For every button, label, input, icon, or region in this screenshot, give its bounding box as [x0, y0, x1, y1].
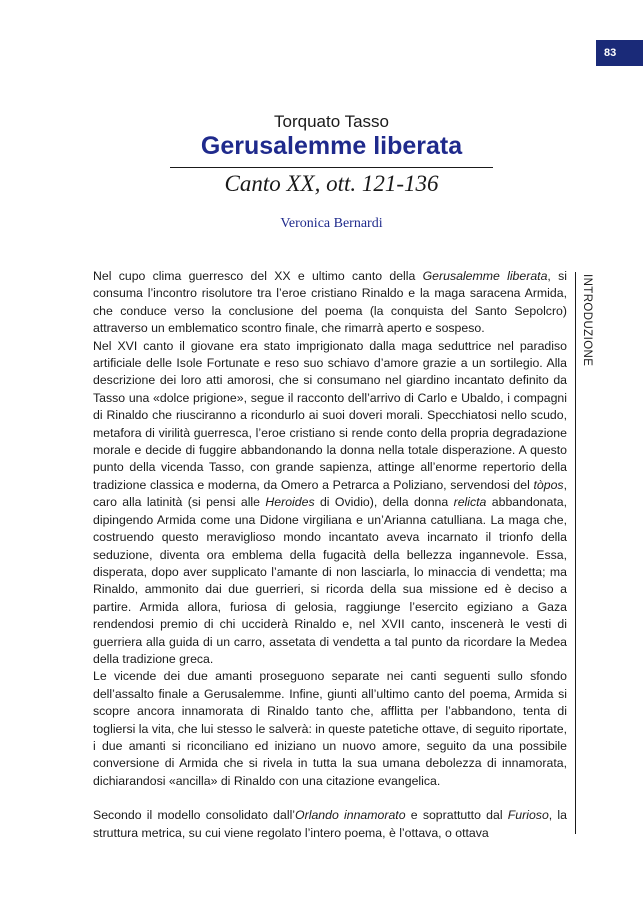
section-label: INTRODUZIONE	[581, 274, 593, 367]
italic-run: Furioso	[507, 808, 549, 823]
work-author: Torquato Tasso	[274, 112, 389, 131]
text-run: , la struttura metrica, su cui viene regolato l’intero poema, è l’ottava, o ottava	[93, 808, 568, 840]
text-run: Nel cupo clima guerresco del XX e ultimo canto della	[93, 269, 423, 283]
text-run: , caro alla latinità (si pensi alle	[93, 477, 567, 510]
title-divider	[170, 167, 493, 168]
italic-run: Orlando innamorato	[295, 808, 406, 823]
italic-run: Gerusalemme liberata	[422, 269, 548, 283]
body-text	[93, 268, 567, 842]
page-number: 83	[604, 47, 617, 59]
italic-run: relicta	[453, 495, 487, 510]
italic-run: Heroides	[265, 495, 315, 510]
text-run: e soprattutto dal	[405, 808, 508, 823]
paragraph	[93, 338, 567, 669]
text-run: di Ovidio), della donna	[314, 495, 454, 510]
paragraph	[93, 668, 567, 790]
text-run: abbandonata, dipingendo Armida come una Didone virgiliana e un’Arianna catulliana. La maga che, costruendo questo meraviglioso mondo incantato aveva incarnato il trionfo della seduzione, diventa ora emblema della fugacità della bellezza ingannevole. Essa, disperata, dopo aver supplicato l’amante di non lasciarla, lo minaccia di vendetta; ma Rinaldo, ammonito dai due guerrieri, si ricorda della sua missione ed è deciso a partire. Armida allora, furiosa di gelosia, raggiunge l’esercito egiziano a Gaza rendendosi premio di chi ucciderà Rinaldo e, nel XVII canto, inscenerà le vesti di guerriera alla guida di un carro, assetata di vendetta a tal punto da ricordare la Medea della tradizione greca.	[93, 495, 568, 666]
text-run: , si consuma l’incontro risolutore tra l’eroe cristiano Rinaldo e la maga saracena Armida, che conduce verso la conclusione del poema (la conquista del Santo Sepolcro) attraverso un emblematico scontro finale, che rimarrà aperto e sospeso.	[93, 269, 567, 336]
canto-subtitle: Canto XX, ott. 121-136	[224, 171, 439, 196]
section-divider	[575, 272, 576, 834]
work-title: Gerusalemme liberata	[200, 132, 463, 160]
paragraph	[93, 807, 567, 842]
text-run: Le vicende dei due amanti proseguono separate nei canti seguenti sullo sfondo dell’assalto finale a Gerusalemme. Infine, giunti all’ultimo canto del poema, Armida si scopre ancora innamorata di Rinaldo tanto che, afflitta per l’abbandono, tenta di togliersi la vita, che lui stesso le salverà: in queste patetiche ottave, di seguito riportate, i due amanti si riconciliano ed iniziano un nuovo amore, seguito da una possibile conversione di Armida che si rivela in tutta la sua umana debolezza di innamorata, dichiarandosi «ancilla» di Rinaldo con una citazione evangelica.	[93, 669, 567, 788]
page-number-tab	[596, 40, 643, 66]
text-run: Secondo il modello consolidato dall’	[93, 808, 296, 823]
paragraph	[93, 268, 567, 338]
italic-run: tòpos	[533, 477, 564, 492]
essay-author: Veronica Bernardi	[280, 216, 383, 231]
text-run: Nel XVI canto il giovane era stato imprigionato dalla maga seduttrice nel paradiso artificiale delle Isole Fortunate e reso suo schiavo d’amore grazie a un sortilegio. Alla descrizione dei loro atti amorosi, che si consumano nel giardino incantato definito da Tasso una «dolce prigione», segue il racconto dell’arrivo di Carlo e Ubaldo, i compagni di Rinaldo che riusciranno a ricondurlo ai suoi doveri morali. Specchiatosi nello scudo, metafora di virilità guerresca, l’eroe cristiano si rende conto della propria degradazione morale e decide di fuggire abbandonando la donna nella totale disperazione. A questo punto della vicenda Tasso, con grande sapienza, attinge all’enorme repertorio della tradizione classica e moderna, da Omero a Petrarca a Poliziano, servendosi del	[93, 338, 567, 492]
